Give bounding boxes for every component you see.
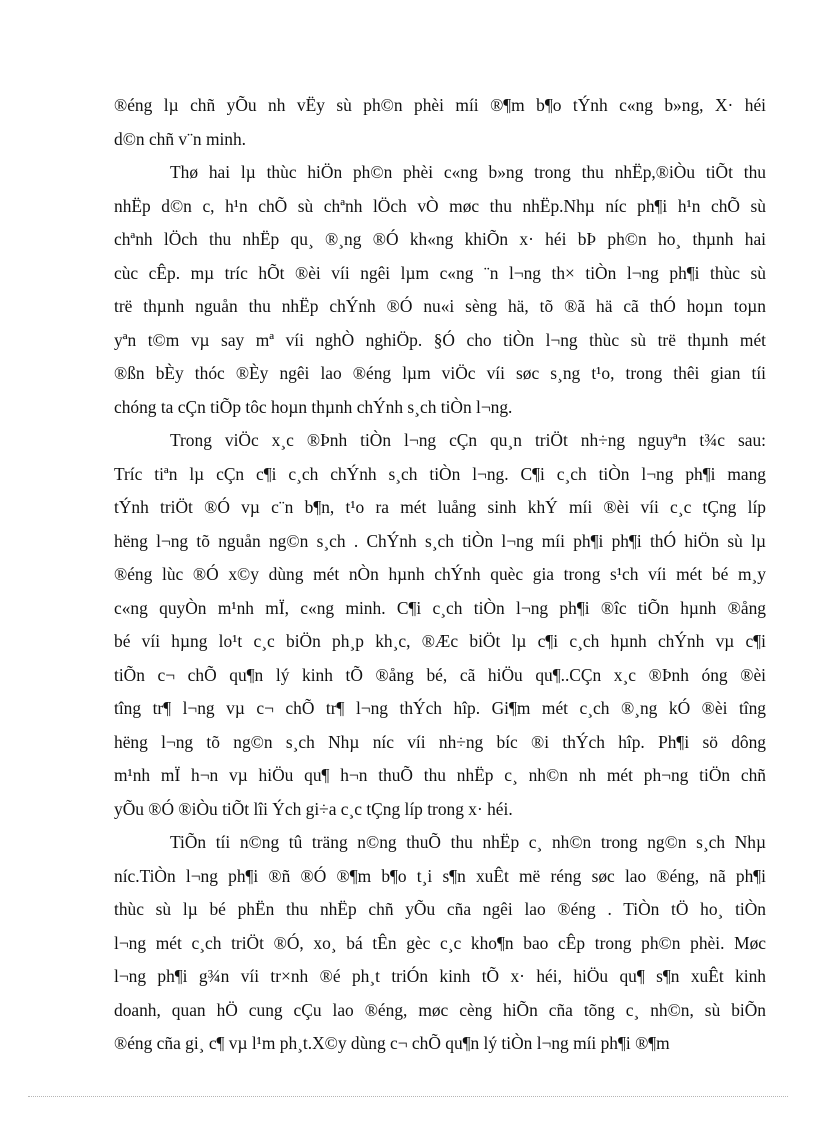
paragraph-2 [114,156,766,424]
text-line: Thø hai lµ thùc hiÖn ph©n phèi c«ng b»ng trong thu nhËp,®iÒu tiÕt thu [170,162,766,182]
text-line: hëng l¬ng tõ nguån ng©n s¸ch . ChÝnh s¸ch tiÒn l¬ng míi ph¶i ph¶i thÓ hiÖn sù lµ [114,530,766,551]
text-line: yªn t©m vµ say mª víi nghÒ nghiÖp. §Ó cho tiÒn l¬ng thùc sù trë thµnh mét [114,329,766,350]
text-line: tîng tr¶ l¬ng vµ c¬ chÕ tr¶ l¬ng thÝch hîp. Gi¶m mét c¸ch ®¸ng kÓ ®èi tîng [114,698,766,718]
text-line: thùc sù lµ bé phËn thu nhËp chñ yÕu cña ngêi lao ®éng . TiÒn tÖ ho¸ tiÒn [114,899,766,919]
text-line: yÕu ®Ó ®iÒu tiÕt lîi Ých gi÷a c¸c tÇng líp trong x· héi. [114,798,513,819]
text-line: tiÕn c¬ chÕ qu¶n lý kinh tÕ ®ång bé, cã hiÖu qu¶..CÇn x¸c ®Þnh óng ®èi [114,664,766,685]
paragraph-4 [114,826,766,1061]
text-line: ®éng lùc ®Ó x©y dùng mét nÒn hµnh chÝnh quèc gia trong s¹ch víi mét bé m¸y [114,564,766,584]
text-line: m¹nh mÏ h¬n vµ hiÖu qu¶ h¬n thuÕ thu nhËp c¸ nh©n nh mét ph¬ng tiÖn chñ [114,765,766,785]
text-line: tÝnh triÖt ®Ó vµ c¨n b¶n, t¹o ra mét luång sinh khÝ míi ®èi víi c¸c tÇng líp [114,497,766,517]
text-line: hëng l¬ng tõ ng©n s¸ch Nhµ níc víi nh÷ng bíc ®i thÝch hîp. Ph¶i sö dông [114,731,766,752]
text-line: d©n chñ v¨n minh. [114,128,247,149]
paragraph-1 [114,89,766,156]
text-line: doanh, quan hÖ cung cÇu lao ®éng, møc cèng hiÕn cña tõng c¸ nh©n, sù biÕn [114,999,766,1020]
text-line: Trong viÖc x¸c ®Þnh tiÒn l¬ng cÇn qu¸n triÖt nh÷ng nguyªn t¾c sau: [170,430,766,450]
text-line: c«ng quyÒn m¹nh mÏ, c«ng minh. C¶i c¸ch tiÒn l¬ng ph¶i ®îc tiÕn hµnh ®ång [114,597,766,618]
text-line: trë thµnh nguån thu nhËp chÝnh ®Ó nu«i sèng hä, tõ ®ã hä cã thÓ hoµn toµn [114,296,766,316]
text-line: ®éng cña gi¸ c¶ vµ l¹m ph¸t.X©y dùng c¬ chÕ qu¶n lý tiÒn l¬ng míi ph¶i ®¶m [114,1033,670,1053]
text-line: bé víi hµng lo¹t c¸c biÖn ph¸p kh¸c, ®Æc biÖt lµ c¶i c¸ch hµnh chÝnh vµ c¶i [114,631,766,651]
text-line: chóng ta cÇn tiÕp tôc hoµn thµnh chÝnh s¸ch tiÒn l¬ng. [114,396,513,417]
text-line: l¬ng mét c¸ch triÖt ®Ó, xo¸ bá tÊn gèc c¸c kho¶n bao cÊp trong ph©n phèi. Møc [114,932,766,953]
text-line: Tríc tiªn lµ cÇn c¶i c¸ch chÝnh s¸ch tiÒn l¬ng. C¶i c¸ch tiÒn l¬ng ph¶i mang [114,463,766,484]
text-line: nhËp d©n c, h¹n chÕ sù chªnh lÖch vÒ møc thu nhËp.Nhµ níc ph¶i h¹n chÕ sù [114,195,766,216]
text-line: ®éng lµ chñ yÕu nh vËy sù ph©n phèi míi ®¶m b¶o tÝnh c«ng b»ng, X· héi [114,95,766,115]
paragraph-3 [114,424,766,826]
text-line: l¬ng ph¶i g¾n víi tr×nh ®é ph¸t triÓn kinh tÕ x· héi, hiÖu qu¶ s¶n xuÊt kinh [114,966,766,986]
text-line: cùc cÊp. mµ tríc hÕt ®èi víi ngêi lµm c«ng ¨n l¬ng th× tiÒn l¬ng ph¶i thùc sù [114,262,766,283]
text-line: ®ßn bÈy thóc ®Èy ngêi lao ®éng lµm viÖc víi søc s¸ng t¹o, trong thêi gian tíi [114,363,766,383]
text-line: níc.TiÒn l¬ng ph¶i ®ñ ®Ó ®¶m b¶o t¸i s¶n xuÊt më réng søc lao ®éng, nã ph¶i [114,865,766,886]
text-line: chªnh lÖch thu nhËp qu¸ ®¸ng ®Ó kh«ng khiÕn x· héi bÞ ph©n ho¸ thµnh hai [114,229,766,249]
text-line: TiÕn tíi n©ng tû träng n©ng thuÕ thu nhËp c¸ nh©n trong ng©n s¸ch Nhµ [170,832,766,852]
page-footer-rule [28,1096,788,1097]
body-text [114,89,766,1061]
